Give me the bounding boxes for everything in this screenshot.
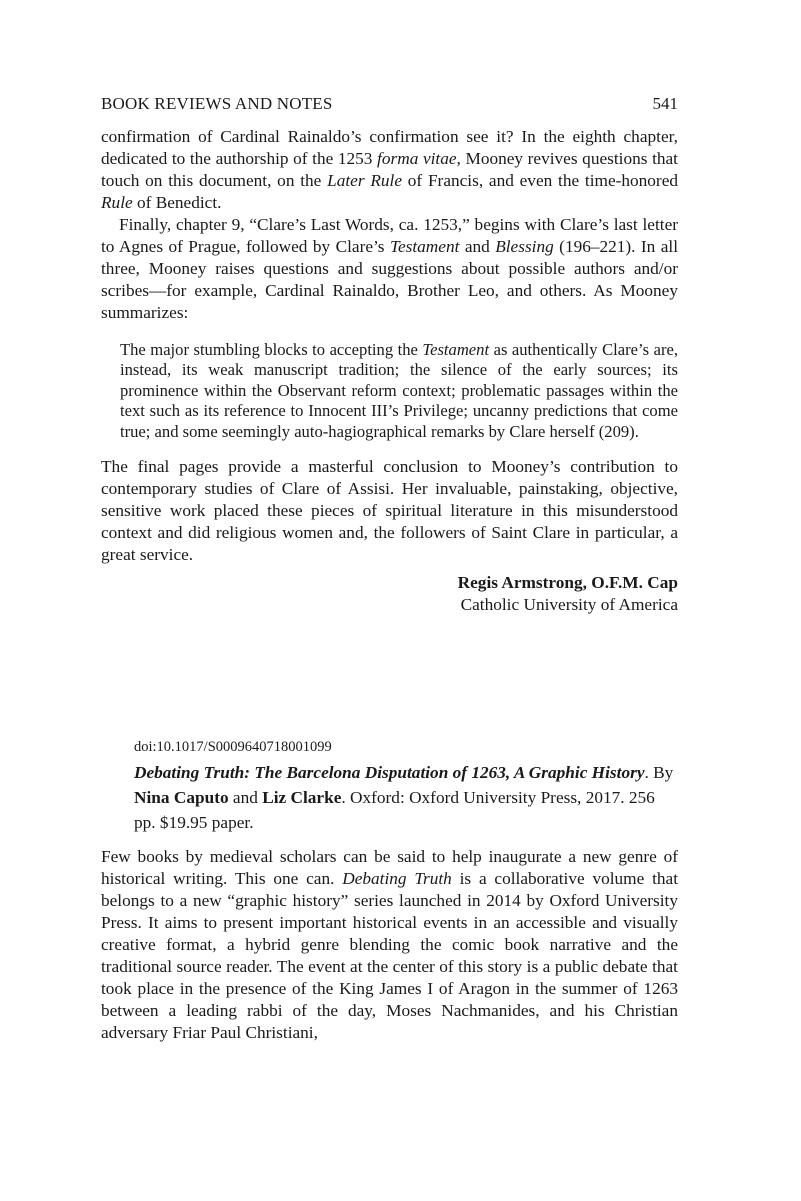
italic-rule: Rule [101, 193, 133, 212]
book-citation: Debating Truth: The Barcelona Disputation of 1263, A Graphic History. By Nina Caputo and Liz Clarke. Oxford: Oxford University Press, 2017. 256 pp. $19.95 paper. [134, 763, 674, 833]
author-1: Nina Caputo [134, 788, 229, 808]
doi: doi:10.1017/S0009640718001099 [134, 739, 332, 756]
italic-testament-quote: Testament [422, 340, 490, 359]
page [101, 94, 678, 1044]
paragraph-1: confirmation of Cardinal Rainaldo’s confirmation see it? In the eighth chapter, dedicated to the authorship of the 1253 forma vitae, Mooney revives questions that touch on this document, on the Later Rule of Francis, and even the time-honored Rule of Benedict. [101, 127, 678, 212]
paragraph-2: Finally, chapter 9, “Clare’s Last Words, ca. 1253,” begins with Clare’s last letter to Agnes of Prague, followed by Clare’s Testament and Blessing (196–221). In all three, Mooney raises questions and suggestions about possible authors and/or scribes—for example, Cardinal Rainaldo, Brother Leo, and others. As Mooney summarizes: [101, 215, 679, 322]
author-2: Liz Clarke [262, 788, 342, 808]
italic-forma-vitae: forma vitae [377, 149, 457, 168]
italic-blessing: Blessing [495, 237, 554, 256]
running-head-title: BOOK REVIEWS AND NOTES [101, 94, 333, 113]
running-head [101, 94, 678, 116]
paragraph-3: The final pages provide a masterful conclusion to Mooney’s contribution to contemporary studies of Clare of Assisi. Her invaluable, painstaking, objective, sensitive work placed these pieces of spiritual literature in this misunderstood context and did religious women and, the followers of Saint Clare in particular, a great service. [101, 457, 678, 565]
italic-debating-truth: Debating Truth [342, 869, 452, 889]
italic-later-rule: Later Rule [327, 171, 403, 190]
reviewer-name: Regis Armstrong, O.F.M. Cap [457, 573, 678, 593]
reviewer-signature [101, 572, 678, 616]
reviewer-affiliation: Catholic University of America [460, 595, 678, 615]
page-number: 541 [652, 94, 678, 113]
italic-testament: Testament [389, 237, 460, 256]
review-heading [134, 737, 678, 835]
block-quote: The major stumbling blocks to accepting the Testament as authentically Clare’s are, instead, its weak manuscript tradition; the silence of the early sources; its prominence within the Observant reform context; problematic passages within the text such as its reference to Innocent III’s Privilege; uncanny predictions that come true; and some seemingly auto-hagiographical remarks by Clare herself (209). [120, 340, 678, 441]
paragraph-4: Few books by medieval scholars can be said to help inaugurate a new genre of historical writing. This one can. Debating Truth is a collaborative volume that belongs to a new “graphic history” series launched in 2014 by Oxford University Press. It aims to present important historical events in an accessible and visually creative format, a hybrid genre blending the comic book narrative and the traditional source reader. The event at the center of this story is a public debate that took place in the presence of the King James I of Aragon in the summer of 1263 between a leading rabbi of the day, Moses Nachmanides, and his Christian adversary Friar Paul Christiani, [101, 847, 678, 1043]
book-title: Debating Truth: The Barcelona Disputation of 1263, A Graphic History [134, 763, 645, 783]
